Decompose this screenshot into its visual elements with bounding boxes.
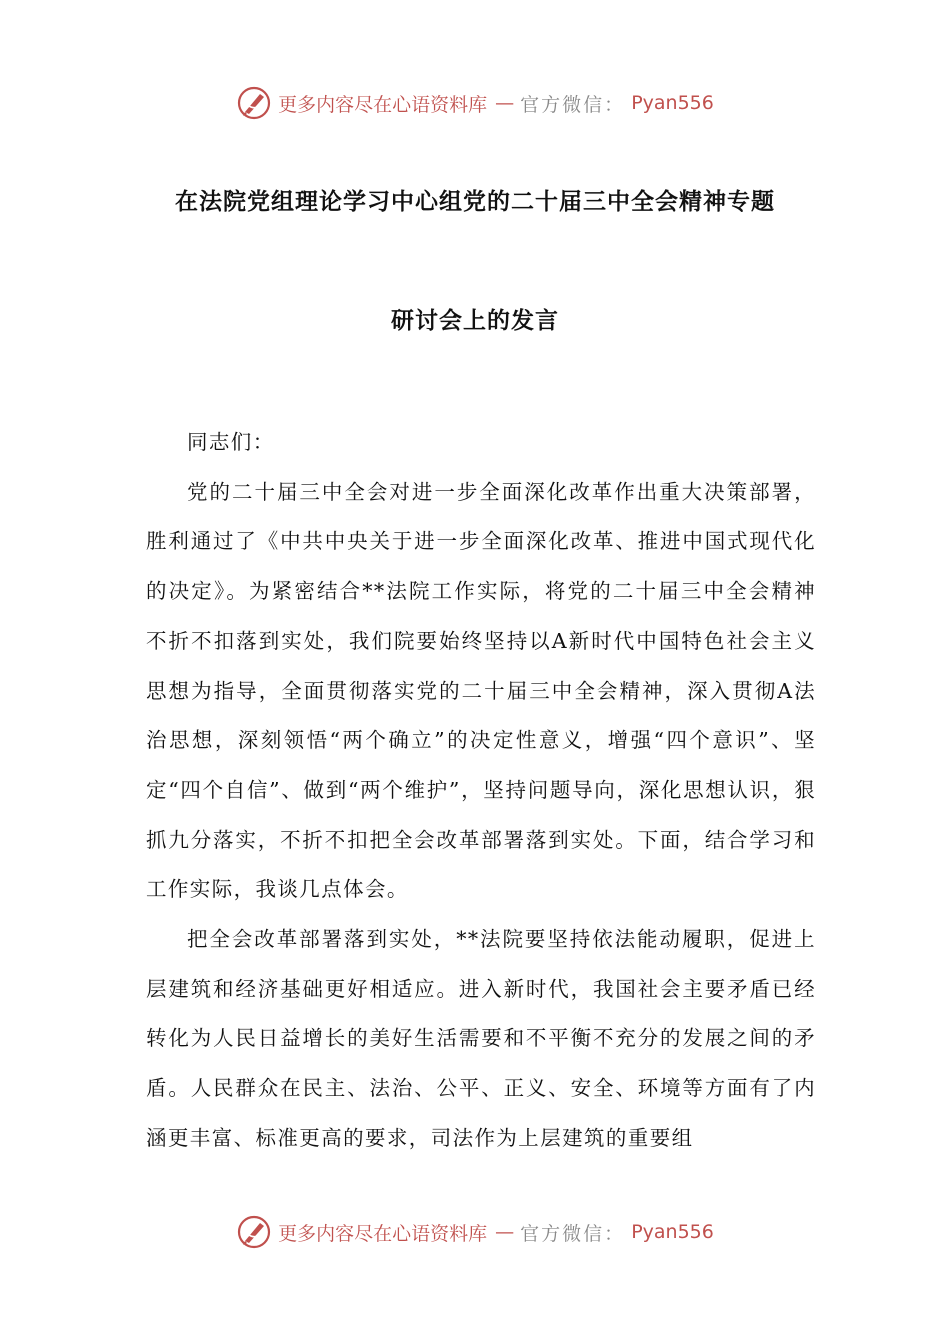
banner-wechat-label: 官方微信：: [520, 1222, 626, 1245]
footer-watermark-banner: [0, 1212, 950, 1252]
salutation: 同志们：: [187, 430, 275, 454]
pen-circle-logo-icon: [236, 85, 272, 121]
banner-dash: —: [495, 1221, 513, 1243]
body-paragraph-1: 党的二十届三中全会对进一步全面深化改革作出重大决策部署，胜利通过了《中共中央关于进一步全面深化改革、推进中国式现代化的决定》。为紧密结合**法院工作实际，将党的二十届三中全会精神不折不扣落到实处，我们院要始终坚持以A新时代中国特色社会主义思想为指导，全面贯彻落实党的二十届三中全会精神，深入贯彻A法治思想，深刻领悟“两个确立”的决定性意义，增强“四个意识”、坚定“四个自信”、做到“两个维护”，坚持问题导向，深化思想认识，狠抓九分落实，不折不扣把全会改革部署落到实处。下面，结合学习和工作实际，我谈几点体会。: [146, 479, 816, 902]
banner-brand-text: 更多内容尽在心语资料库: [278, 93, 488, 116]
pen-circle-logo-icon: [236, 1214, 272, 1250]
header-watermark-banner: [0, 83, 950, 123]
body-paragraph-2: 把全会改革部署落到实处，**法院要坚持依法能动履职，促进上层建筑和经济基础更好相适应。进入新时代，我国社会主要矛盾已经转化为人民日益增长的美好生活需要和不平衡不充分的发展之间的矛盾。人民群众在民主、法治、公平、正义、安全、环境等方面有了内涵更丰富、标准更高的要求，司法作为上层建筑的重要组: [146, 927, 816, 1150]
banner-wechat-id: Pyan556: [631, 92, 714, 114]
banner-wechat-label: 官方微信：: [520, 93, 626, 116]
document-title-line-2: 研讨会上的发言: [391, 308, 559, 334]
banner-dash: —: [495, 92, 513, 114]
document-title-line-1: 在法院党组理论学习中心组党的二十届三中全会精神专题: [175, 189, 775, 215]
banner-wechat-id: Pyan556: [631, 1221, 714, 1243]
banner-brand-text: 更多内容尽在心语资料库: [278, 1222, 488, 1245]
document-body: [146, 418, 816, 1164]
